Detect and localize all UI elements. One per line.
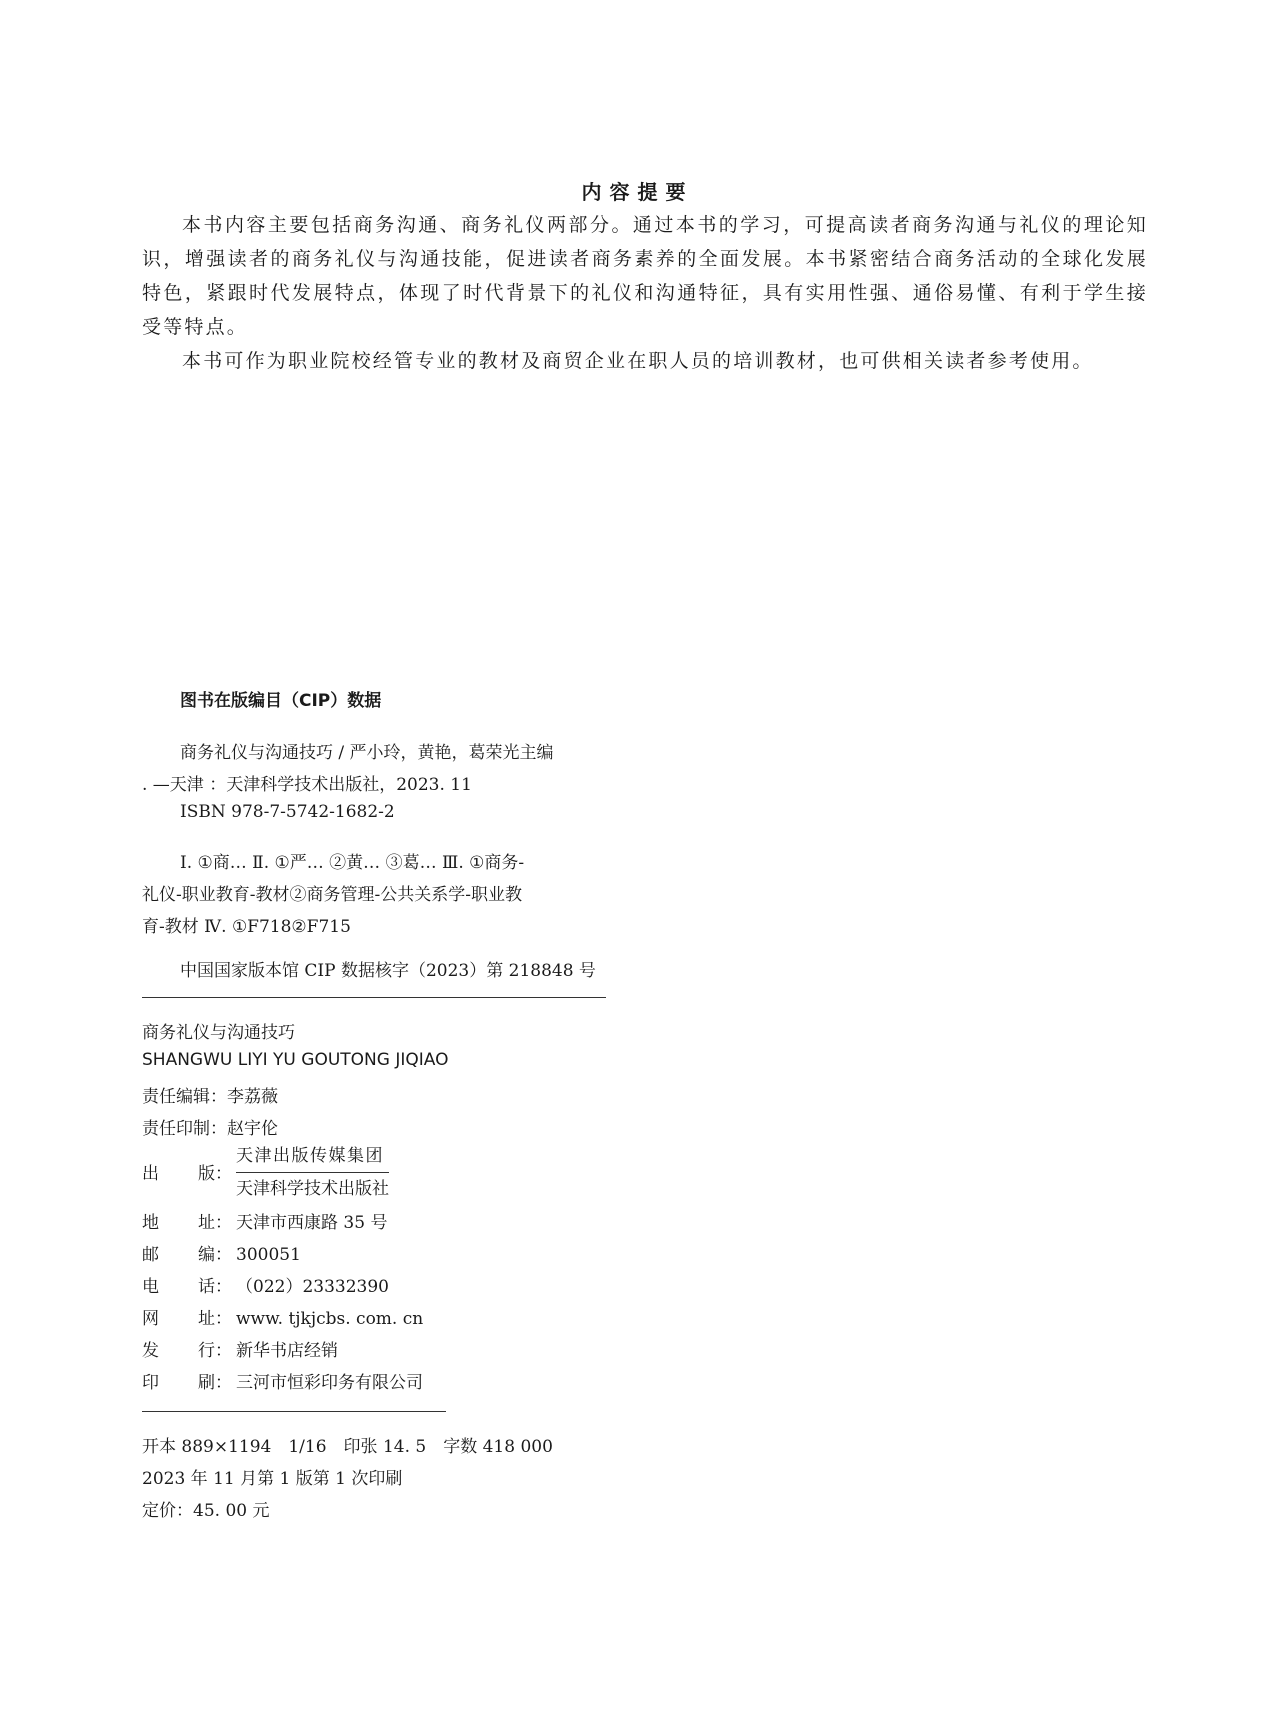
- publisher-group: 天津出版传媒集团: [236, 1140, 389, 1173]
- summary-body: [142, 208, 1148, 378]
- spec-edition: 2023 年 11 月第 1 版第 1 次印刷: [142, 1469, 403, 1489]
- cip-classification-line: 育-教材 Ⅳ. ①F718②F715: [142, 917, 351, 937]
- divider: [142, 997, 606, 998]
- publisher-house: 天津科学技术出版社: [236, 1179, 389, 1199]
- cip-record-line: 中国国家版本馆 CIP 数据核字（2023）第 218848 号: [180, 961, 596, 981]
- editor-value: 李荔薇: [227, 1087, 278, 1107]
- cip-classification-line: 礼仪-职业教育-教材②商务管理-公共关系学-职业教: [142, 885, 522, 905]
- book-title-pinyin: SHANGWU LIYI YU GOUTONG JIQIAO: [142, 1050, 449, 1070]
- spec-format: 开本 889×1194 1/16 印张 14. 5 字数 418 000: [142, 1437, 553, 1457]
- detail-postcode: 邮 编： 300051: [142, 1245, 301, 1265]
- book-title-cn: 商务礼仪与沟通技巧: [142, 1023, 295, 1043]
- detail-website: 网 址： www. tjkjcbs. com. cn: [142, 1309, 424, 1329]
- printing-value: 赵宇伦: [227, 1119, 278, 1139]
- cip-classification-line: Ⅰ. ①商… Ⅱ. ①严… ②黄… ③葛… Ⅲ. ①商务-: [180, 853, 525, 873]
- summary-title: 内容提要: [581, 180, 694, 204]
- divider: [142, 1411, 446, 1412]
- summary-paragraph: 本书内容主要包括商务沟通、商务礼仪两部分。通过本书的学习，可提高读者商务沟通与礼仪的理论知识，增强读者的商务礼仪与沟通技能，促进读者商务素养的全面发展。本书紧密结合商务活动的全球化发展特色，紧跟时代发展特点，体现了时代背景下的礼仪和沟通特征，具有实用性强、通俗易懂、有利于学生接受等特点。: [142, 214, 1148, 338]
- detail-address: 地 址： 天津市西康路 35 号: [142, 1213, 388, 1233]
- responsible-editor: [142, 1082, 278, 1107]
- printing-label: 责任印制：: [142, 1119, 227, 1139]
- cip-publisher-line: . —天津 ：天津科学技术出版社，2023. 11: [142, 775, 472, 795]
- detail-printer: 印 刷： 三河市恒彩印务有限公司: [142, 1373, 423, 1393]
- detail-phone: 电 话： （022）23332390: [142, 1277, 389, 1297]
- responsible-printing: [142, 1114, 278, 1139]
- cip-title-line: 商务礼仪与沟通技巧 / 严小玲，黄艳，葛荣光主编: [180, 743, 554, 763]
- summary-paragraph: 本书可作为职业院校经管专业的教材及商贸企业在职人员的培训教材，也可供相关读者参考使用。: [182, 350, 1094, 372]
- spec-price: 定价：45. 00 元: [142, 1501, 270, 1521]
- editor-label: 责任编辑：: [142, 1087, 227, 1107]
- detail-distribution: 发 行： 新华书店经销: [142, 1341, 338, 1361]
- cip-heading: 图书在版编目（CIP）数据: [180, 691, 382, 711]
- publisher-label: 出 版：: [142, 1164, 232, 1184]
- cip-isbn-line: ISBN 978-7-5742-1682-2: [180, 802, 395, 822]
- publisher-names: [236, 1140, 389, 1205]
